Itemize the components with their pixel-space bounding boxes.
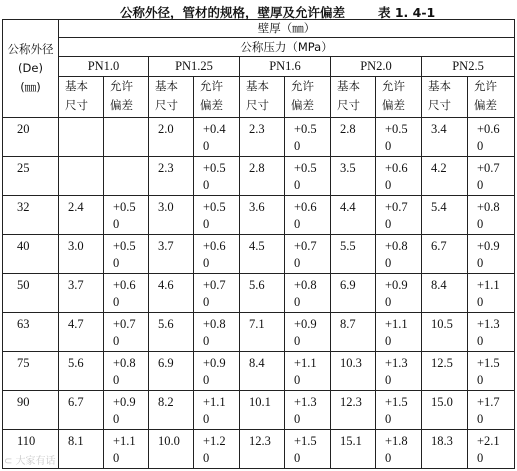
basic-size-cell: 2.8 — [240, 157, 285, 196]
basic-size-header: 基本 尺寸 — [331, 77, 376, 118]
tolerance-header: 允许 偏差 — [376, 77, 422, 118]
tolerance-header: 允许 偏差 — [468, 77, 515, 118]
basic-size-cell: 2.4 — [59, 196, 104, 235]
basic-size-cell: 5.4 — [422, 196, 468, 235]
basic-size-cell: 15.0 — [422, 391, 468, 430]
basic-size-header: 基本 尺寸 — [240, 77, 285, 118]
tolerance-cell: +0.7 0 — [285, 235, 331, 274]
table-row — [3, 157, 515, 196]
basic-size-cell: 2.3 — [149, 157, 194, 196]
basic-size-cell: 12.5 — [422, 352, 468, 391]
basic-size-cell: 18.3 — [422, 430, 468, 469]
table-row — [3, 430, 515, 469]
pressure-class-header: PN2.5 — [422, 57, 515, 77]
basic-size-cell: 4.4 — [331, 196, 376, 235]
tolerance-cell: +1.3 0 — [468, 313, 515, 352]
table-row — [3, 313, 515, 352]
tolerance-cell: +1.1 0 — [468, 274, 515, 313]
outer-diameter-cell: 50 — [3, 274, 59, 313]
tolerance-cell: +0.9 0 — [194, 352, 240, 391]
tolerance-cell: +1.5 0 — [285, 430, 331, 469]
tolerance-cell: +0.5 0 — [104, 235, 149, 274]
pressure-class-header: PN2.0 — [331, 57, 422, 77]
basic-size-cell: 6.7 — [59, 391, 104, 430]
tolerance-cell: +0.8 0 — [285, 274, 331, 313]
basic-size-cell — [59, 157, 104, 196]
tolerance-cell — [104, 118, 149, 157]
table-title: 公称外径，管材的规格，壁厚及允许偏差 — [120, 5, 346, 20]
outer-diameter-header: 公称外径(De) (㎜) — [3, 20, 59, 118]
basic-size-cell: 10.5 — [422, 313, 468, 352]
table-row — [3, 274, 515, 313]
wall-thickness-header: 壁厚（㎜） — [59, 20, 515, 38]
basic-size-cell: 8.1 — [59, 430, 104, 469]
outer-diameter-cell: 32 — [3, 196, 59, 235]
outer-diameter-cell: 90 — [3, 391, 59, 430]
tolerance-header: 允许 偏差 — [194, 77, 240, 118]
tolerance-cell: +0.4 0 — [194, 118, 240, 157]
basic-size-cell: 10.1 — [240, 391, 285, 430]
tolerance-cell: +0.7 0 — [376, 196, 422, 235]
tolerance-cell: +0.5 0 — [194, 196, 240, 235]
basic-size-cell: 3.0 — [149, 196, 194, 235]
tolerance-cell: +1.2 0 — [194, 430, 240, 469]
tolerance-cell: +0.8 0 — [468, 196, 515, 235]
basic-size-cell: 4.2 — [422, 157, 468, 196]
basic-size-cell: 3.7 — [149, 235, 194, 274]
tolerance-cell: +1.3 0 — [285, 391, 331, 430]
tolerance-cell: +0.9 0 — [468, 235, 515, 274]
pressure-class-header: PN1.0 — [59, 57, 149, 77]
watermark: ⊂ 大家有话 — [4, 456, 56, 467]
basic-size-cell: 4.5 — [240, 235, 285, 274]
tolerance-cell: +0.9 0 — [285, 313, 331, 352]
tolerance-cell: +0.7 0 — [468, 157, 515, 196]
table-body — [3, 118, 515, 469]
tolerance-cell: +0.7 0 — [194, 274, 240, 313]
tolerance-cell: +0.5 0 — [376, 118, 422, 157]
basic-size-cell: 15.1 — [331, 430, 376, 469]
table-row — [3, 235, 515, 274]
basic-size-cell: 3.7 — [59, 274, 104, 313]
basic-size-cell: 5.6 — [149, 313, 194, 352]
basic-size-cell — [59, 118, 104, 157]
tolerance-cell: +1.8 0 — [376, 430, 422, 469]
basic-size-header: 基本 尺寸 — [59, 77, 104, 118]
basic-size-cell: 8.4 — [240, 352, 285, 391]
tolerance-cell: +0.5 0 — [285, 118, 331, 157]
tolerance-cell: +1.1 0 — [194, 391, 240, 430]
outer-diameter-cell: 63 — [3, 313, 59, 352]
outer-diameter-cell: 25 — [3, 157, 59, 196]
basic-size-cell: 2.3 — [240, 118, 285, 157]
outer-diameter-cell: 75 — [3, 352, 59, 391]
outer-diameter-cell: 110 — [3, 430, 59, 469]
tolerance-cell: +2.1 0 — [468, 430, 515, 469]
basic-size-cell: 8.7 — [331, 313, 376, 352]
basic-size-cell: 6.9 — [331, 274, 376, 313]
tolerance-cell: +0.8 0 — [376, 235, 422, 274]
nominal-pressure-header: 公称压力（MPa） — [59, 38, 515, 57]
outer-diameter-cell: 40 — [3, 235, 59, 274]
tolerance-header: 允许 偏差 — [104, 77, 149, 118]
basic-size-cell: 7.1 — [240, 313, 285, 352]
tolerance-cell — [104, 157, 149, 196]
basic-size-cell: 5.6 — [59, 352, 104, 391]
tolerance-cell: +0.5 0 — [194, 157, 240, 196]
tolerance-cell: +1.1 0 — [285, 352, 331, 391]
basic-size-header: 基本 尺寸 — [149, 77, 194, 118]
caption — [0, 3, 517, 20]
tolerance-cell: +0.8 0 — [104, 352, 149, 391]
basic-size-cell: 3.6 — [240, 196, 285, 235]
basic-size-cell: 12.3 — [240, 430, 285, 469]
tolerance-cell: +0.8 0 — [194, 313, 240, 352]
basic-size-cell: 4.7 — [59, 313, 104, 352]
basic-size-cell: 2.8 — [331, 118, 376, 157]
basic-size-cell: 5.6 — [240, 274, 285, 313]
table-row — [3, 352, 515, 391]
basic-size-cell: 4.6 — [149, 274, 194, 313]
pressure-class-header: PN1.6 — [240, 57, 331, 77]
tolerance-cell: +1.1 0 — [104, 430, 149, 469]
basic-size-cell: 8.4 — [422, 274, 468, 313]
basic-size-cell: 2.0 — [149, 118, 194, 157]
tolerance-cell: +0.6 0 — [285, 196, 331, 235]
tolerance-cell: +0.9 0 — [104, 391, 149, 430]
tolerance-cell: +1.5 0 — [468, 352, 515, 391]
table-number: 表 1. 4-1 — [378, 5, 436, 20]
tolerance-cell: +0.7 0 — [104, 313, 149, 352]
basic-size-cell: 3.5 — [331, 157, 376, 196]
tolerance-cell: +0.5 0 — [104, 196, 149, 235]
basic-size-cell: 3.4 — [422, 118, 468, 157]
outer-diameter-cell: 20 — [3, 118, 59, 157]
tolerance-cell: +0.6 0 — [376, 157, 422, 196]
basic-size-cell: 3.0 — [59, 235, 104, 274]
basic-size-cell: 10.0 — [149, 430, 194, 469]
pipe-spec-table — [2, 19, 515, 469]
tolerance-cell: +1.7 0 — [468, 391, 515, 430]
basic-size-header: 基本 尺寸 — [422, 77, 468, 118]
basic-size-cell: 6.7 — [422, 235, 468, 274]
pressure-class-header: PN1.25 — [149, 57, 240, 77]
tolerance-cell: +0.5 0 — [285, 157, 331, 196]
basic-size-cell: 12.3 — [331, 391, 376, 430]
table-row — [3, 391, 515, 430]
tolerance-cell: +0.6 0 — [194, 235, 240, 274]
basic-size-cell: 5.5 — [331, 235, 376, 274]
basic-size-cell: 10.3 — [331, 352, 376, 391]
tolerance-cell: +1.3 0 — [376, 352, 422, 391]
tolerance-cell: +1.5 0 — [376, 391, 422, 430]
tolerance-cell: +1.1 0 — [376, 313, 422, 352]
tolerance-cell: +0.9 0 — [376, 274, 422, 313]
table-row — [3, 196, 515, 235]
tolerance-cell: +0.6 0 — [468, 118, 515, 157]
tolerance-cell: +0.6 0 — [104, 274, 149, 313]
tolerance-header: 允许 偏差 — [285, 77, 331, 118]
basic-size-cell: 6.9 — [149, 352, 194, 391]
table-row — [3, 118, 515, 157]
basic-size-cell: 8.2 — [149, 391, 194, 430]
